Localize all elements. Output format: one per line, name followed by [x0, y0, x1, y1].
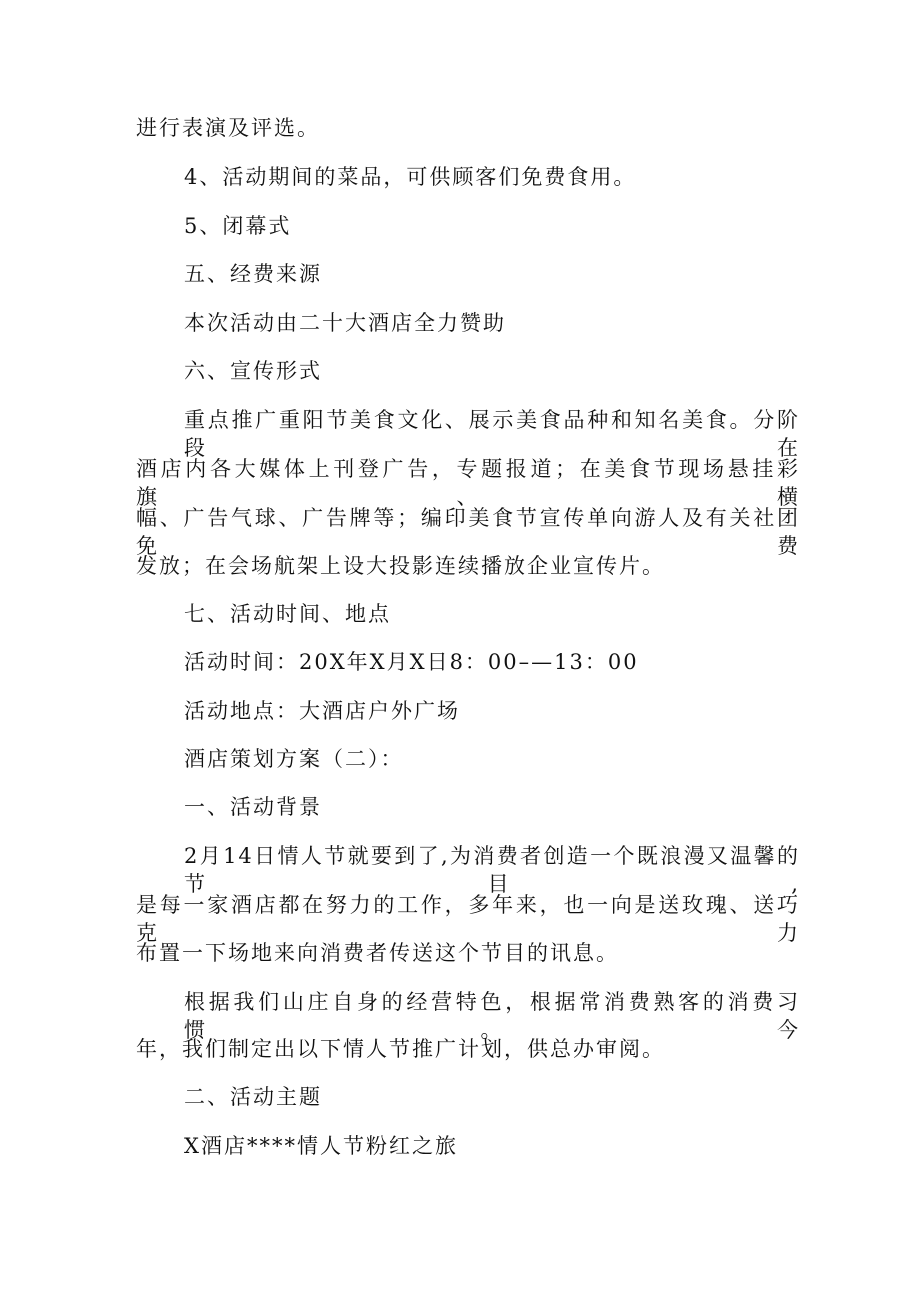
text-line: 幅、广告气球、广告牌等；编印美食节宣传单向游人及有关社团免费 [136, 506, 800, 558]
text-line: 发放；在会场航架上设大投影连续播放企业宣传片。 [136, 554, 665, 578]
text-line: 进行表演及评选。 [136, 116, 320, 140]
text-line: 酒店内各大媒体上刊登广告，专题报道；在美食节现场悬挂彩旗、横 [136, 457, 800, 509]
text-line: 5、闭幕式 [184, 214, 292, 238]
text-line: 根据我们山庄自身的经营特色，根据常消费熟客的消费习惯。今 [184, 990, 800, 1042]
text-line: 年，我们制定出以下情人节推广计划，供总办审阅。 [136, 1037, 665, 1061]
text-line: 本次活动由二十大酒店全力赞助 [184, 311, 506, 335]
text-line: 活动时间：20X年X月X日8：00–—13：00 [184, 650, 639, 674]
text-line: 2月14日情人节就要到了,为消费者创造一个既浪漫又温馨的节目, [184, 844, 800, 896]
text-line: 重点推广重阳节美食文化、展示美食品种和知名美食。分阶段在 [184, 408, 800, 460]
section-heading: 酒店策划方案（二）： [184, 747, 404, 771]
section-heading: 五、经费来源 [184, 262, 322, 286]
section-heading: 六、宣传形式 [184, 359, 322, 383]
section-heading: 七、活动时间、地点 [184, 602, 391, 626]
text-line: X酒店****情人节粉红之旅 [184, 1134, 458, 1158]
section-heading: 一、活动背景 [184, 795, 322, 819]
text-line: 4、活动期间的菜品，可供顾客们免费食用。 [184, 165, 637, 189]
text-line: 布置一下场地来向消费者传送这个节目的讯息。 [136, 941, 619, 965]
text-line: 活动地点：大酒店户外广场 [184, 699, 460, 723]
text-line: 是每一家酒店都在努力的工作，多年来，也一向是送玫瑰、送巧克力 [136, 893, 800, 945]
section-heading: 二、活动主题 [184, 1085, 322, 1109]
